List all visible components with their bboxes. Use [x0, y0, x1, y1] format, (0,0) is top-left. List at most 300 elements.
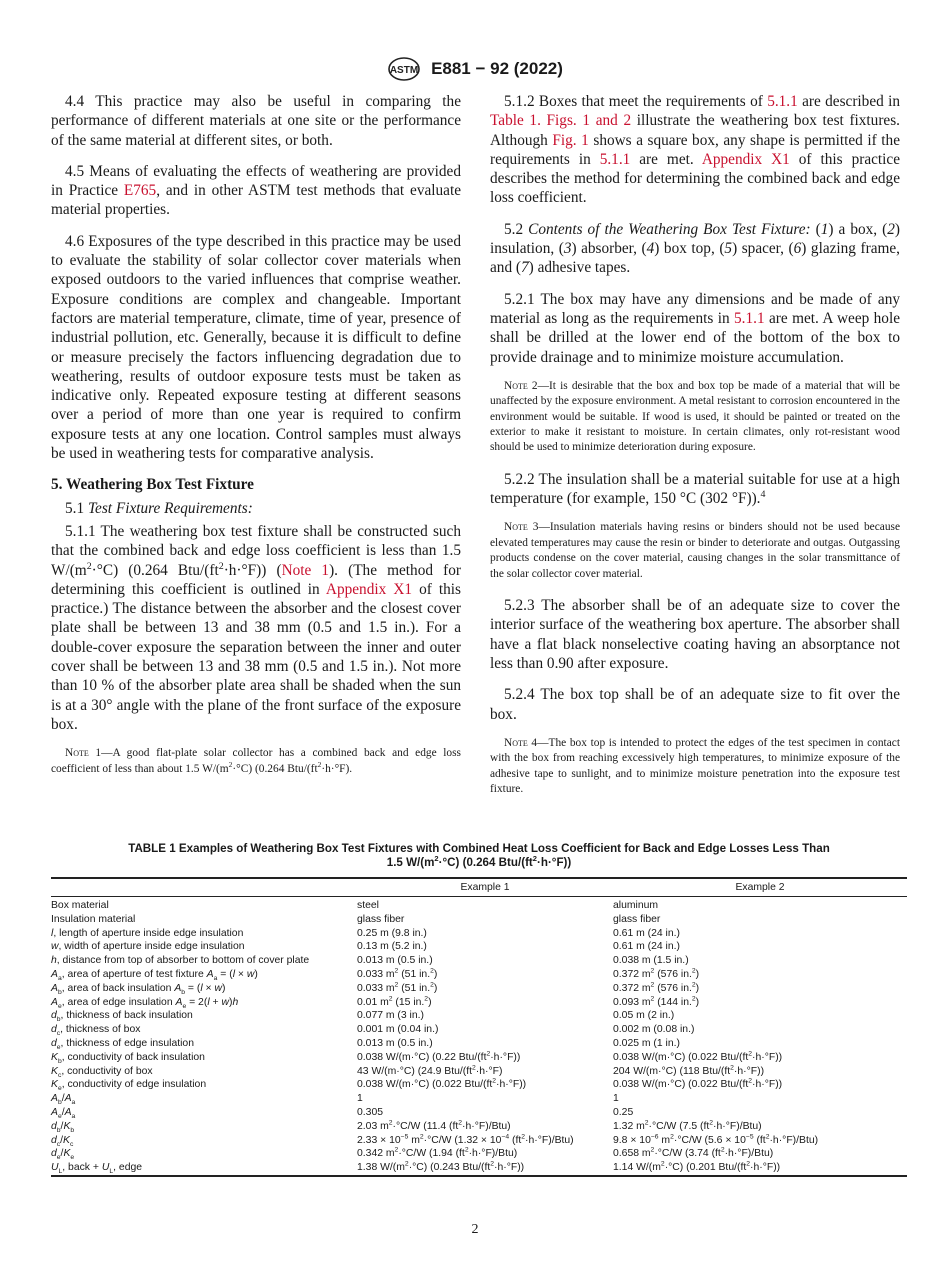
table-row — [51, 1023, 907, 1037]
italic-text: h — [51, 955, 57, 967]
superscript: 2 — [650, 967, 655, 975]
example-2-value — [613, 1147, 907, 1161]
example-2-value — [613, 927, 907, 941]
superscript: 2 — [730, 1064, 734, 1072]
row-label — [51, 996, 357, 1010]
superscript: 2 — [490, 1160, 494, 1168]
example-2-value — [613, 1134, 907, 1148]
italic-text: w — [246, 968, 255, 980]
italic-text: d — [51, 1037, 57, 1049]
header-label — [51, 878, 357, 897]
paragraph — [490, 290, 900, 367]
example-1-value — [357, 1161, 613, 1176]
cross-reference-link[interactable]: 5.1.1 — [599, 150, 631, 168]
text-run: 0.033 m — [357, 982, 395, 994]
note-label: Note — [65, 747, 89, 760]
subscript: a — [71, 1113, 76, 1121]
text-run: glass fiber — [613, 913, 661, 925]
example-1-value — [357, 1106, 613, 1120]
row-label — [51, 1147, 357, 1161]
header-example-2: Example 2 — [735, 882, 785, 893]
text-run: 5.2.3 The absorber shall be of an adequate size to cover the interior surface of the weathering box aperture. The absorber shall have a flat black nonselective coating having an absorptance not less than 0.90 after exposure. — [490, 597, 900, 672]
row-label — [51, 1134, 357, 1148]
italic-text: A — [64, 1106, 72, 1118]
text-run: , width of aperture inside edge insulation — [58, 941, 245, 953]
text-run: (51 in. — [398, 982, 431, 994]
italic-text: d — [51, 1024, 57, 1036]
text-run: ). (The method for determining this coefficient is outlined in — [51, 561, 461, 598]
cross-reference-link[interactable]: Table 1. Figs. 1 and 2 — [490, 112, 632, 130]
text-run: 5.1.1 The weathering box test fixture shall be constructed such that the combined back and edge loss coefficient is less than 1.5 W/(m — [51, 522, 461, 579]
text-run: 5.2 — [504, 220, 529, 238]
text-run: 5.1 — [65, 499, 88, 517]
superscript: 2 — [521, 1133, 526, 1141]
table-row — [51, 982, 907, 996]
italic-text: d — [51, 1010, 57, 1022]
table-row — [51, 1161, 907, 1176]
superscript: 2 — [394, 981, 399, 989]
text-run: ) — [254, 968, 258, 980]
example-1-value — [357, 1065, 613, 1079]
table-row — [51, 996, 907, 1010]
example-2-value — [613, 954, 907, 968]
superscript: −5 — [400, 1133, 409, 1141]
row-label — [51, 1106, 357, 1120]
superscript: 2 — [765, 1133, 770, 1141]
text-run: , conductivity of back insulation — [61, 1051, 205, 1063]
example-1-value — [357, 913, 613, 927]
text-run: ·h·°F)) — [750, 1162, 781, 1174]
text-run: ) spacer, ( — [732, 240, 794, 258]
example-2-value — [613, 1078, 907, 1092]
text-run: ) absorber, ( — [571, 240, 647, 258]
italic-text: Contents of the Weathering Box Test Fixture: — [528, 220, 811, 238]
text-run: ) — [695, 968, 700, 980]
italic-text: K — [63, 1134, 70, 1146]
text-run: ·h·°F)/Btu) — [713, 1120, 762, 1132]
superscript: 2 — [748, 1050, 752, 1058]
superscript: 2 — [691, 995, 696, 1003]
italic-text: w — [214, 982, 223, 994]
table-row — [51, 913, 907, 927]
table-row — [51, 1078, 907, 1092]
italic-text: A — [51, 982, 58, 994]
text-run: 1—A good flat-plate solar collector has a combined back and edge loss coefficient of less than about 1.5 W/(m — [51, 747, 461, 775]
example-2-value — [613, 1009, 907, 1023]
row-label — [51, 954, 357, 968]
text-run: 204 W/(m·°C) (118 Btu/(ft — [613, 1065, 731, 1077]
text-run: × — [202, 982, 215, 994]
text-run: 4.4 This practice may also be useful in comparing the performance of different materials at one site or the performance of the same material at different sites, or both. — [51, 93, 461, 149]
superscript: 2 — [691, 981, 696, 989]
table-title — [51, 842, 907, 870]
text-run: 0.025 m (1 in.) — [613, 1037, 680, 1049]
text-run: ·°C) (0.243 Btu/(ft — [408, 1162, 491, 1174]
text-run: 5.1.2 Boxes that meet the requirements of — [504, 93, 768, 110]
cross-reference-link[interactable]: Appendix X1 — [701, 150, 790, 168]
italic-text: A — [51, 1106, 58, 1118]
text-run: 0.305 — [357, 1106, 384, 1118]
table-row — [51, 968, 907, 982]
example-2-value — [613, 1051, 907, 1065]
italic-text: 1 — [820, 220, 829, 238]
italic-text: A — [175, 996, 183, 1008]
example-1-value — [357, 1051, 613, 1065]
example-1-value — [357, 982, 613, 996]
text-run: ) — [695, 996, 700, 1008]
example-1-value — [357, 954, 613, 968]
text-run: 5.2.2 The insulation shall be a material suitable for use at a high temperature (for example, 150 °C (302 °F)). — [490, 470, 900, 508]
text-run: ·°C) (0.264 Btu/(ft — [438, 856, 533, 869]
note-label: Note — [504, 521, 528, 534]
text-run: of this practice.) The distance between the absorber and the closest cover plate shall be between 13 and 38 mm (0.5 and 1.5 in.). For a double-cover exposure the separation between the inner and outer cover shall be between 13 and 38 mm (0.5 and 1.5 in.). Not more than 10 % of the absorber plate area shall be shaded when the sun is at a 30° angle with the plane of the front surface of the exposure box. — [51, 580, 461, 733]
text-run: / — [61, 1106, 65, 1118]
text-run: 0.372 m — [613, 968, 651, 980]
subscript: e — [56, 1044, 61, 1052]
italic-text: A — [51, 968, 58, 980]
paragraph — [51, 162, 461, 220]
example-1-value — [357, 1092, 613, 1106]
italic-text: A — [64, 1093, 72, 1105]
text-run: , edge — [113, 1162, 143, 1174]
superscript: 4 — [760, 489, 766, 501]
cross-reference-link[interactable]: 5.1.1 — [767, 93, 798, 110]
note-label: Note — [504, 379, 528, 392]
table-title-line1: TABLE 1 Examples of Weathering Box Test Fixtures with Combined Heat Loss Coefficient for Back and Edge Losses Less Than — [128, 842, 830, 855]
text-run: 4.6 Exposures of the type described in this practice may be used to evaluate the stability of solar collector cover materials when exposed outdoors to the varied influences that comprise weather. Exposure conditions are complex and changeable. Important factors are material temperature, climate, time of year, presence of industrial pollution, etc. Generally, because it is difficult to define or measure precisely the factors influencing degradation due to weathering, results of outdoor exposure tests must be taken as indicative only. Repeated exposure testing at different seasons over a period of more than one year is required to confirm exposure tests at any one location. Control samples must always be used in weathering tests for comparative analysis. — [51, 232, 461, 463]
superscript: 2 — [464, 1146, 469, 1154]
subscript: a — [213, 975, 218, 983]
text-run: , distance from top of absorber to bottom of cover plate — [56, 955, 310, 967]
text-run: 0.077 m (3 in.) — [357, 1010, 424, 1022]
text-run: ·°C) (0.264 Btu/(ft — [91, 561, 219, 579]
text-run: 0.038 W/(m·°C) (0.022 Btu/(ft — [613, 1051, 749, 1063]
text-run: 2.03 m — [357, 1120, 389, 1132]
example-1-value — [357, 1147, 613, 1161]
superscript: 2 — [424, 995, 429, 1003]
text-run: 0.038 W/(m·°C) (0.22 Btu/(ft — [357, 1051, 487, 1063]
superscript: 2 — [388, 995, 393, 1003]
text-run: (576 in. — [654, 982, 692, 994]
cross-reference-link[interactable]: 5.1.1 — [734, 309, 765, 327]
superscript: 2 — [650, 995, 655, 1003]
superscript: 2 — [691, 967, 696, 975]
header-example-1: Example 1 — [460, 882, 510, 893]
text-run: aluminum — [613, 900, 659, 911]
paragraph — [490, 92, 900, 208]
text-run: , thickness of box — [60, 1024, 141, 1036]
subscript: c — [57, 1071, 62, 1079]
example-2-value — [613, 968, 907, 982]
row-label — [51, 927, 357, 941]
table-row — [51, 1037, 907, 1051]
text-run: 0.038 W/(m·°C) (0.022 Btu/(ft — [613, 1079, 749, 1091]
superscript: 2 — [458, 1119, 463, 1127]
example-2-value — [613, 897, 907, 913]
text-run: ·h·°F)) ( — [223, 561, 282, 579]
text-run: 4.5 Means of evaluating the effects of weathering are provided in Practice — [51, 162, 461, 200]
example-2-value — [613, 996, 907, 1010]
text-run: 0.001 m (0.04 in.) — [357, 1024, 439, 1036]
table-row — [51, 1106, 907, 1120]
text-run: (51 in. — [398, 968, 431, 980]
text-run: ) — [228, 996, 233, 1008]
text-run: 0.038 m (1.5 in.) — [613, 955, 689, 967]
text-run: ·h·°F)/Btu) — [468, 1148, 518, 1160]
superscript: 2 — [419, 1133, 424, 1141]
text-run: ·°C) (0.264 Btu/(ft — [232, 762, 318, 775]
text-run: 1.5 W/(m — [386, 856, 435, 869]
text-run: , thickness of edge insulation — [60, 1037, 194, 1049]
right-column — [490, 92, 900, 812]
text-run: 0.013 m (0.5 in.) — [357, 955, 433, 967]
superscript: 2 — [430, 981, 434, 989]
page-number: 2 — [471, 1222, 479, 1237]
paragraph — [490, 470, 900, 509]
example-1-value — [357, 1037, 613, 1051]
text-run: ·h·°F). — [321, 762, 353, 775]
subscript: e — [57, 1002, 62, 1010]
table-header-row — [51, 878, 907, 897]
subscript: L — [58, 1168, 63, 1176]
example-1-value — [357, 940, 613, 954]
text-run: 0.093 m — [613, 996, 651, 1008]
superscript: 2 — [748, 1077, 752, 1085]
text-run: ·h·°F)) — [752, 1051, 783, 1063]
example-2-value — [613, 982, 907, 996]
cross-reference-link[interactable]: Note 1 — [281, 561, 330, 579]
example-2-value — [613, 1037, 907, 1051]
cross-reference-link[interactable]: Fig. 1 — [552, 131, 589, 149]
text-run: + — [209, 996, 222, 1008]
left-column — [51, 92, 461, 791]
note-paragraph — [51, 746, 461, 777]
example-1-value — [357, 927, 613, 941]
italic-text: A — [51, 996, 58, 1008]
text-run: ·h·°F)) — [494, 1162, 525, 1174]
text-run: , area of aperture of test fixture — [61, 968, 207, 980]
example-1-value — [357, 968, 613, 982]
text-run: of this practice describes the method for determining the combined back and edge loss coefficient. — [490, 150, 900, 207]
text-run: , length of aperture inside edge insulation — [53, 927, 244, 939]
italic-text: d — [51, 1120, 57, 1132]
text-run: , thickness of back insulation — [60, 1010, 193, 1022]
italic-text: l — [51, 927, 54, 939]
table-row — [51, 954, 907, 968]
superscript: 2 — [430, 967, 434, 975]
italic-text: 2 — [887, 220, 895, 238]
subscript: L — [109, 1168, 114, 1176]
subscript: e — [57, 1113, 62, 1121]
subscript: b — [57, 988, 62, 996]
subscript: b — [56, 1016, 61, 1024]
subscript: b — [70, 1126, 75, 1134]
superscript: 2 — [394, 1146, 399, 1154]
italic-text: K — [51, 1051, 58, 1063]
row-label — [51, 1009, 357, 1023]
text-run: illustrate the weathering box test fixtures. Although — [490, 112, 900, 149]
superscript: 2 — [644, 1119, 649, 1127]
text-run: 0.05 m (2 in.) — [613, 1010, 675, 1022]
superscript: 2 — [650, 981, 655, 989]
text-run: ) glazing frame, and ( — [490, 240, 900, 277]
superscript: 2 — [388, 1119, 393, 1127]
text-run: 43 W/(m·°C) (24.9 Btu/(ft — [357, 1065, 473, 1077]
text-run: are met. A weep hole shall be drilled at the lower end of the bottom of the box to provide drainage and to minimize moisture accumulation. — [490, 309, 900, 366]
example-2-value — [613, 1161, 907, 1176]
text-run: ) — [433, 982, 438, 994]
superscript: 2 — [746, 1160, 750, 1168]
superscript: 2 — [218, 560, 224, 572]
text-run: ) — [222, 982, 226, 994]
example-2-value — [613, 913, 907, 927]
text-run: ) — [695, 982, 700, 994]
row-label — [51, 968, 357, 982]
text-run: ·h·°F)/Btu) — [462, 1120, 511, 1132]
text-run: = ( — [185, 982, 201, 994]
text-run: ·°C/W (1.94 (ft — [398, 1148, 465, 1160]
text-run: 2—It is desirable that the box and box top be made of a material that will be unaffected by the exposure environment. A metal resistant to corrosion encountered in the environment would be suitable. If wood is used, it should be painted or treated on the exterior to make it resistant to moisture. In certain climates, only rot-resistant wood should be used to minimize deterioration during exposure. — [490, 379, 900, 454]
example-1-value — [357, 1023, 613, 1037]
text-run: m — [658, 1134, 671, 1146]
italic-text: K — [51, 1079, 58, 1091]
text-run: ·h·°F)/Btu) — [525, 1134, 574, 1146]
superscript: 2 — [472, 1064, 476, 1072]
text-run: × — [235, 968, 247, 980]
subscript: a — [71, 1099, 76, 1107]
text-run: ·h·°F)) — [752, 1079, 783, 1091]
cross-reference-link[interactable]: E765 — [123, 182, 157, 200]
table-row — [51, 1147, 907, 1161]
italic-text: l — [207, 996, 210, 1008]
subscript: b — [57, 1057, 62, 1065]
italic-text: w — [221, 996, 229, 1008]
subscript: e — [182, 1002, 187, 1010]
text-run: 9.8 × 10 — [613, 1134, 651, 1146]
text-run: 0.658 m — [613, 1148, 651, 1160]
italic-text: 5 — [724, 240, 733, 258]
note-paragraph — [490, 736, 900, 798]
table-row — [51, 1092, 907, 1106]
italic-text: l — [200, 982, 203, 994]
text-run: 0.038 W/(m·°C) (0.022 Btu/(ft — [357, 1079, 493, 1091]
astm-logo-icon — [387, 56, 421, 82]
table-row — [51, 1134, 907, 1148]
text-run: 0.25 m (9.8 in.) — [357, 927, 427, 939]
text-run: 5.2.1 The box may have any dimensions and be made of any material as long as the requirements in — [490, 290, 900, 327]
row-label — [51, 940, 357, 954]
superscript: 2 — [532, 854, 537, 864]
text-run: ·h·°F)/Btu) — [769, 1134, 819, 1146]
text-run: (15 in. — [392, 996, 425, 1008]
row-label — [51, 897, 357, 913]
text-run: 1 — [613, 1093, 619, 1105]
superscript: 2 — [317, 759, 322, 769]
superscript: 2 — [709, 1119, 714, 1127]
text-run: shows a square box, any shape is permitted if the requirements in — [490, 131, 900, 168]
italic-text: d — [51, 1148, 57, 1160]
text-run: (ft — [753, 1134, 766, 1146]
superscript: 2 — [670, 1133, 674, 1141]
paragraph — [51, 232, 461, 464]
subscript: a — [57, 975, 62, 983]
superscript: 2 — [486, 1050, 491, 1058]
note-paragraph — [490, 379, 900, 456]
italic-text: Test Fixture Requirements: — [87, 499, 253, 517]
example-1-value — [357, 996, 613, 1010]
text-run: 0.13 m (5.2 in.) — [357, 941, 427, 953]
superscript: 2 — [434, 854, 439, 864]
example-1-value — [357, 1078, 613, 1092]
text-run: ·°C/W (3.74 (ft — [654, 1148, 721, 1160]
example-2-value — [613, 1120, 907, 1134]
table-row — [51, 1009, 907, 1023]
example-1-value — [357, 1009, 613, 1023]
text-run: ) — [428, 996, 432, 1008]
table-title-line2 — [51, 856, 907, 870]
example-2-value — [613, 1092, 907, 1106]
text-run: steel — [357, 900, 379, 911]
italic-text: 4 — [646, 240, 655, 258]
table-1 — [51, 842, 907, 1177]
text-run: ) insulation, ( — [490, 220, 900, 258]
table-row — [51, 940, 907, 954]
text-run: ·°C/W (7.5 (ft — [648, 1120, 710, 1132]
row-label — [51, 1051, 357, 1065]
text-run: 1.14 W/(m — [613, 1162, 661, 1174]
text-run: 4—The box top is intended to protect the edges of the test specimen in contact with the box from reaching excessively high temperatures, to minimize exposure of the adhesive tape to sunlight, and to minimize moisture penetration into the exposure test fixture. — [490, 736, 900, 796]
paragraph — [51, 522, 461, 734]
text-run: are met. — [630, 150, 702, 168]
example-2-value — [613, 1106, 907, 1120]
text-run: / — [60, 1120, 64, 1132]
text-run: ·h·°F)/Btu) — [724, 1148, 774, 1160]
row-label — [51, 982, 357, 996]
text-run: Insulation material — [51, 913, 136, 925]
paragraph — [490, 596, 900, 673]
section-heading — [51, 475, 461, 494]
row-label — [51, 1037, 357, 1051]
italic-text: A — [51, 1093, 58, 1105]
row-label — [51, 1092, 357, 1106]
superscript: 2 — [492, 1077, 496, 1085]
italic-text: K — [63, 1148, 71, 1160]
text-run: Box material — [51, 900, 109, 911]
superscript: 2 — [86, 560, 92, 572]
text-run: ·°C/W (5.6 × 10 — [673, 1134, 746, 1146]
text-run: 0.033 m — [357, 968, 395, 980]
text-run: 1.38 W/(m — [357, 1162, 405, 1174]
table-row — [51, 1051, 907, 1065]
italic-text: l — [232, 968, 235, 980]
text-run: ) box top, ( — [654, 240, 725, 258]
text-run: ·°C/W (1.32 × 10 — [423, 1134, 502, 1146]
text-run: 0.61 m (24 in.) — [613, 927, 680, 939]
text-run: 3—Insulation materials having resins or binders should not be used because elevated temperatures may cause the resin or binder to deteriorate and outgas. Outgassing products condense on the cover material, causing changes in the solar transmittance of the solar collector cover material. — [490, 521, 900, 580]
text-run: 1.32 m — [613, 1120, 645, 1132]
superscript: 2 — [720, 1146, 725, 1154]
example-1-value — [357, 1120, 613, 1134]
row-label — [51, 1161, 357, 1176]
text-run: ) a box, ( — [828, 220, 888, 238]
italic-text: A — [206, 968, 214, 980]
cross-reference-link[interactable]: Appendix X1 — [325, 580, 413, 598]
superscript: −6 — [650, 1133, 659, 1141]
note-paragraph — [490, 520, 900, 582]
italic-text: U — [51, 1162, 59, 1174]
table-row — [51, 1065, 907, 1079]
text-run: = ( — [217, 968, 233, 980]
